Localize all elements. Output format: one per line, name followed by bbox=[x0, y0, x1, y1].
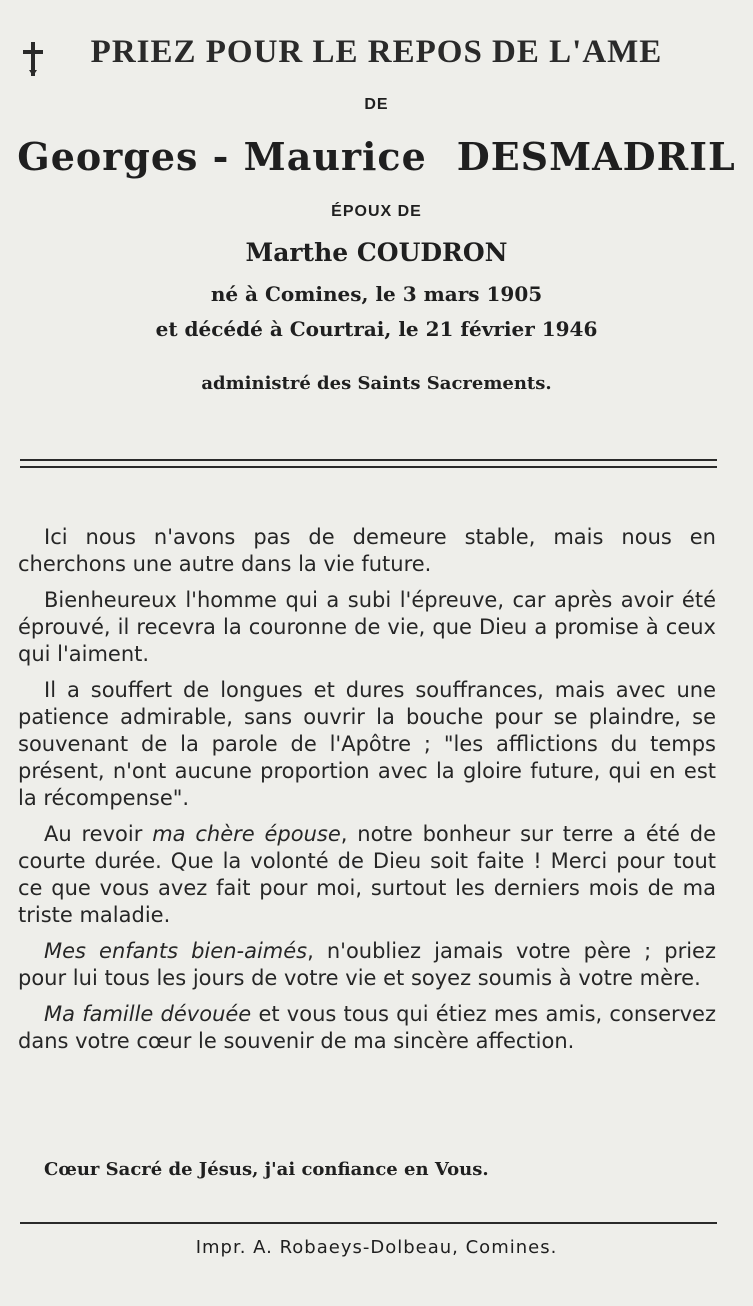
spouse-name: Marthe COUDRON bbox=[245, 238, 508, 267]
paragraph: Il a souffert de longues et dures souffrances, mais avec une patience admirable, sans ouvrir la bouche pour se plaindre, se souvenant de la parole de l'Apôtre ; "les afflictions du temps présent, n'ont aucune proportion avec la gloire future, qui en est la récompense". bbox=[18, 678, 716, 810]
paragraph bbox=[18, 821, 716, 929]
divider-top-1 bbox=[20, 459, 717, 461]
closing-prayer: Cœur Sacré de Jésus, j'ai confiance en Vous. bbox=[44, 1159, 489, 1180]
deceased-name bbox=[0, 134, 753, 179]
printer-credit: Impr. A. Robaeys-Dolbeau, Comines. bbox=[195, 1237, 558, 1258]
paragraph-text: Au revoir bbox=[44, 822, 153, 846]
paragraph bbox=[18, 1001, 716, 1055]
sacraments-line: administré des Saints Sacrements. bbox=[201, 373, 552, 394]
body-text bbox=[18, 524, 716, 1064]
epoux-label: ÉPOUX DE bbox=[331, 203, 422, 220]
paragraph: Bienheureux l'homme qui a subi l'épreuve, car après avoir été éprouvé, il recevra la couronne de vie, que Dieu a promise à ceux qui l'aiment. bbox=[18, 588, 716, 666]
first-names: Georges - Maurice bbox=[17, 134, 427, 179]
surname: DESMADRIL bbox=[456, 134, 736, 179]
paragraph bbox=[18, 938, 716, 992]
page-title: PRIEZ POUR LE REPOS DE L'AME bbox=[90, 34, 663, 70]
birth-line: né à Comines, le 3 mars 1905 bbox=[210, 282, 543, 306]
emphasis-family: Ma famille dévouée bbox=[44, 1002, 252, 1026]
header bbox=[0, 34, 753, 71]
paragraph-text: , notre bonheur sur terre a été de courte durée. Que la volonté de Dieu soit faite ! Merci pour tout ce que vous avez fait pour moi, surtout les derniers mois de ma triste maladie. bbox=[18, 822, 716, 927]
paragraph-text: et vous tous qui étiez mes amis, conservez dans votre cœur le souvenir de ma sincère affection. bbox=[18, 1002, 717, 1053]
emphasis-spouse: ma chère épouse bbox=[152, 822, 341, 846]
emphasis-children: Mes enfants bien-aimés bbox=[44, 939, 308, 963]
death-line: et décédé à Courtrai, le 21 février 1946 bbox=[155, 317, 598, 341]
paragraph: Ici nous n'avons pas de demeure stable, mais nous en cherchons une autre dans la vie future. bbox=[18, 525, 716, 576]
de-label: DE bbox=[364, 96, 389, 113]
paragraph-text: , n'oubliez jamais votre père ; priez pour lui tous les jours de votre vie et soyez soumis à votre mère. bbox=[18, 939, 716, 990]
divider-bottom bbox=[20, 1222, 717, 1224]
divider-top-2 bbox=[20, 466, 717, 468]
